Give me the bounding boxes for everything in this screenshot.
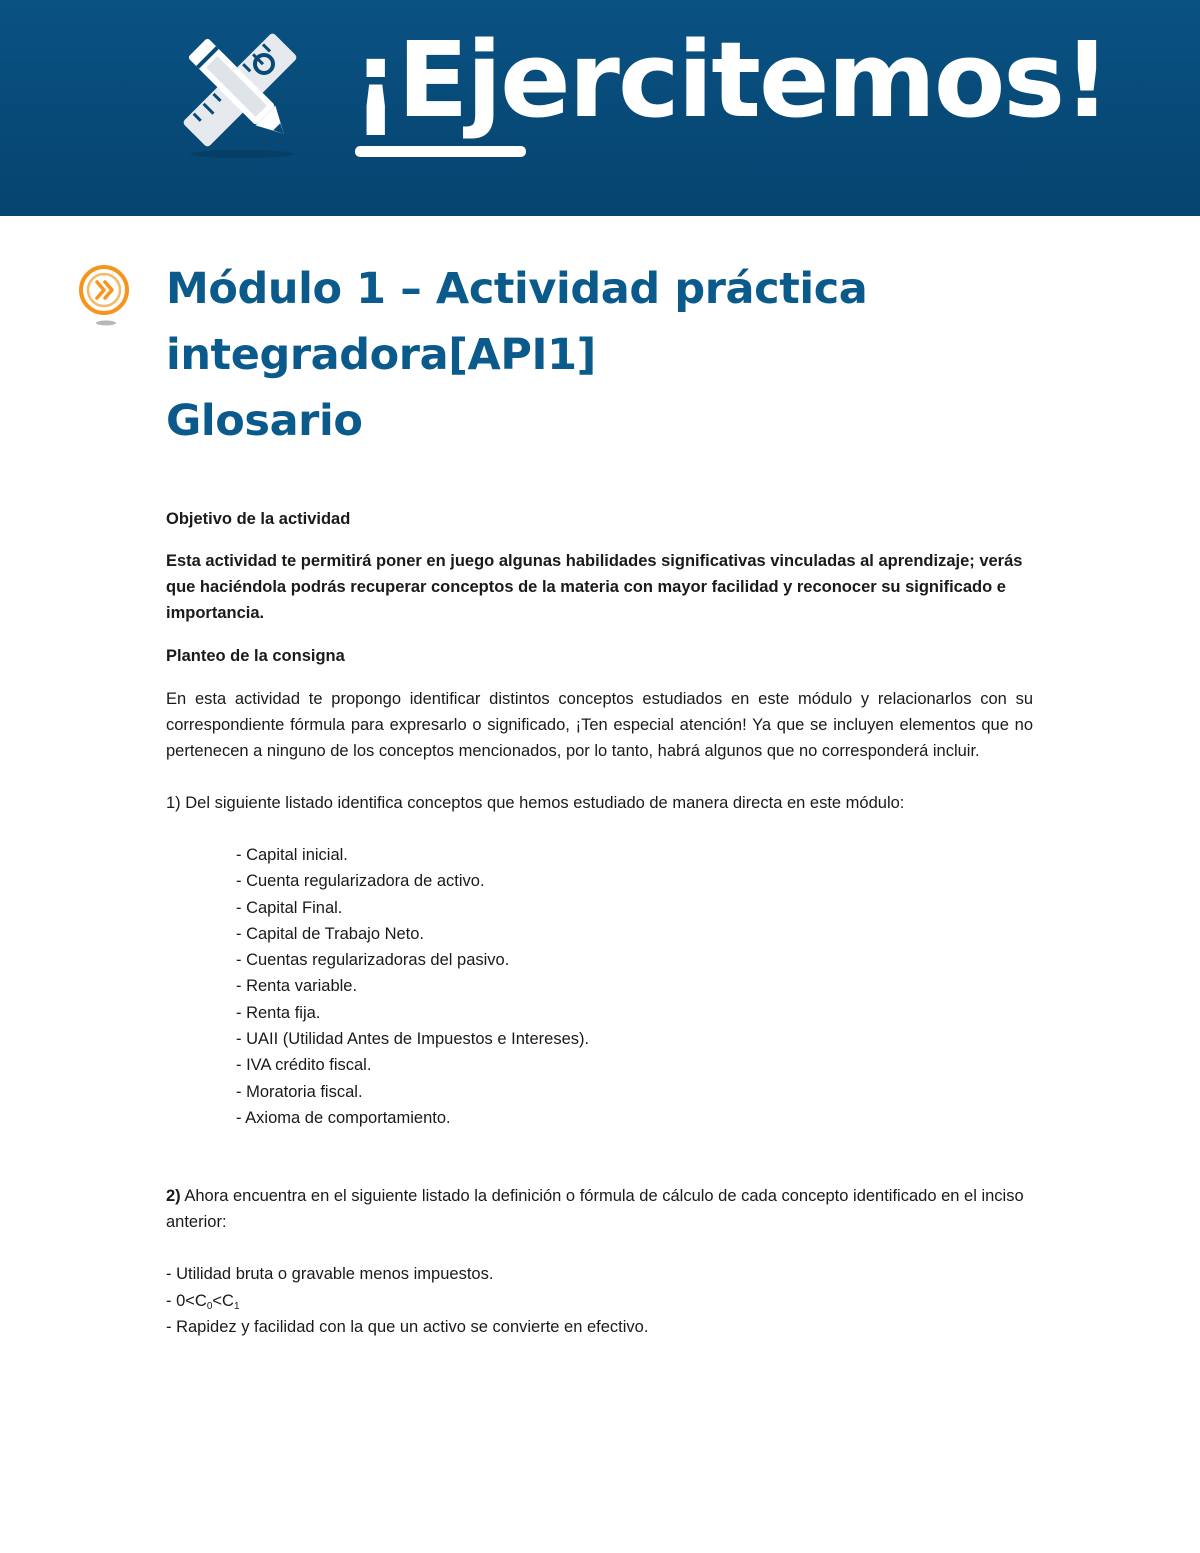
document-body [166,506,1033,1340]
list-item: - IVA crédito fiscal. [236,1056,372,1075]
list-item: - Capital de Trabajo Neto. [236,924,425,943]
list-item: - Cuentas regularizadoras del pasivo. [236,951,510,970]
question-2-number: 2) [166,1187,181,1206]
page-title [166,256,867,454]
page-title-line1: Módulo 1 – Actividad práctica [166,264,868,314]
objective-text: Esta actividad te permitirá poner en juego algunas habilidades significativas vinculadas al aprendizaje; verás que haciéndola podrás recuperar conceptos de la materia con mayor facilidad y reconocer su significado e importancia. [166,552,1023,622]
banner-title: ¡Ejercitemos! [352,19,1109,141]
banner-underline [355,146,526,157]
list-item: - Moratoria fiscal. [236,1082,363,1101]
assignment-intro: En esta actividad te propongo identificar distintos conceptos estudiados en este módulo y relacionarlos con su correspondiente fórmula para expresarlo o significado, ¡Ten especial atención! Ya que se incluyen elementos que no pertenecen a ninguno de los conceptos mencionados, por lo tanto, habrá algunos que no corresponderá incluir. [166,690,1033,760]
double-chevron-right-icon [78,262,134,328]
list-item: - Capital inicial. [236,846,348,864]
question-2 [166,1183,1033,1235]
question-2-text: Ahora encuentra en el siguiente listado la definición o fórmula de cálculo de cada concepto identificado en el inciso anterior: [166,1187,1024,1232]
formula-subscript: 0 [206,1300,213,1312]
list-item: - UAII (Utilidad Antes de Impuestos e Intereses). [236,1030,590,1049]
definition-list [166,1261,1033,1340]
list-item: - Cuenta regularizadora de activo. [236,872,485,891]
page-title-line3: Glosario [166,396,363,446]
list-item: - Axioma de comportamiento. [236,1108,451,1127]
header-banner [0,0,1200,216]
list-item: - Rapidez y facilidad con la que un activo se convierte en efectivo. [166,1317,649,1336]
formula-subscript: 1 [233,1300,240,1312]
list-item [166,1288,1033,1314]
formula-part: <C [212,1291,234,1310]
list-item: - Utilidad bruta o gravable menos impuestos. [166,1265,494,1284]
ruler-pencil-tools-icon [180,30,300,160]
formula-part: - 0<C [166,1291,207,1310]
objective-heading: Objetivo de la actividad [166,510,351,528]
list-item: - Capital Final. [236,898,343,917]
question-1: 1) Del siguiente listado identifica conceptos que hemos estudiado de manera directa en este módulo: [166,794,905,812]
assignment-heading: Planteo de la consigna [166,647,345,665]
list-item: - Renta variable. [236,977,358,996]
page-title-line2: integradora[API1] [166,330,596,380]
list-item: - Renta fija. [236,1003,321,1022]
concept-list [166,842,1033,1131]
